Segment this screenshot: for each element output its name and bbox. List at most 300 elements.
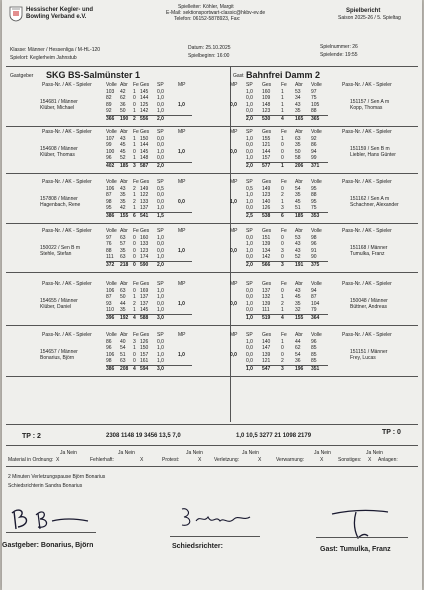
home-cell: 0,0	[157, 241, 164, 248]
home-cell: 87	[106, 294, 112, 301]
pass-header-guest: Pass-Nr. / AK - Spieler	[342, 228, 392, 234]
col-header-guest: Abr	[295, 281, 303, 287]
guest-cell: 1	[281, 294, 284, 301]
col-header-guest: Fe	[281, 82, 287, 88]
home-cell: 44	[120, 300, 126, 307]
guest-cell: 0,0	[246, 345, 253, 352]
col-header-home: MP	[178, 179, 186, 185]
guest-cell: 85	[311, 345, 317, 352]
home-cell: 1	[133, 192, 136, 199]
home-cell: 87	[106, 192, 112, 199]
home-cell: 1	[133, 136, 136, 142]
guest-cell: 51	[295, 205, 301, 212]
home-cell: 0,0	[157, 192, 164, 199]
home-cell: 106	[106, 351, 115, 358]
guest-total-cell: 530	[262, 115, 271, 122]
home-player-name: Klüber, Michael	[40, 105, 75, 111]
guest-cell: 0,0	[246, 358, 253, 365]
home-cell: 0,0	[157, 339, 164, 345]
home-cell: 106	[106, 288, 115, 294]
home-cell: 1,0	[157, 358, 164, 365]
guest-cell: 0	[281, 345, 284, 352]
date-info: Datum: 25.10.2025	[188, 45, 231, 51]
guest-cell: 75	[311, 205, 317, 212]
home-cell: 1	[133, 345, 136, 352]
club-crest-icon	[9, 6, 23, 22]
home-total-cell: 2	[133, 115, 136, 122]
guest-cell: 0	[281, 351, 284, 358]
home-cell: 54	[120, 345, 126, 352]
guest-cell: 54	[295, 351, 301, 358]
home-total-cell: 3,0	[157, 314, 164, 321]
home-cell: 0	[133, 351, 136, 358]
home-cell: 0	[133, 95, 136, 102]
home-cell: 2	[133, 186, 136, 192]
home-cell: 86	[106, 339, 112, 345]
guest-cell: 1,0	[246, 247, 253, 254]
season-info: Saison 2025-26 / 5. Spieltag	[338, 15, 401, 21]
home-cell: 1,0	[157, 108, 164, 115]
col-header-home: Volle	[106, 129, 117, 135]
guest-cell: 98	[311, 235, 317, 241]
home-cell: 1	[133, 155, 136, 162]
home-total-line	[106, 212, 192, 213]
col-header-home: MP	[178, 281, 186, 287]
guest-cell: 35	[295, 192, 301, 199]
guest-cell: 79	[311, 307, 317, 314]
home-mp: 1,0	[178, 351, 185, 358]
guest-cell: 2	[281, 358, 284, 365]
home-cell: 144	[140, 95, 149, 102]
home-cell: 42	[120, 89, 126, 95]
col-header-guest: Fe	[281, 332, 287, 338]
organizer-info: Spielleiter: Köhler, Margit	[178, 4, 234, 10]
col-header-guest: Volle	[311, 82, 322, 88]
guest-mp: 0,0	[230, 101, 237, 108]
home-total-cell: 3,0	[157, 365, 164, 372]
guest-cell: 0	[281, 235, 284, 241]
guest-cell: 1,0	[246, 155, 253, 162]
guest-cell: 137	[262, 288, 271, 294]
guest-cell: 111	[262, 307, 270, 314]
home-player-name: Bonarius, Björn	[40, 355, 75, 361]
col-header-home: Abr	[120, 281, 128, 287]
home-cell: 95	[106, 205, 112, 212]
guest-player-id: 151162 / Sen A m	[350, 195, 390, 202]
home-cell: 1,0	[157, 351, 164, 358]
home-cell: 0	[133, 101, 136, 108]
home-player-name: Hagenbach, Rene	[40, 202, 81, 208]
home-cell: 125	[140, 101, 149, 108]
home-cell: 63	[120, 358, 126, 365]
guest-cell: 160	[262, 89, 271, 95]
guest-total-cell: 165	[295, 115, 304, 122]
home-cell: 89	[106, 101, 112, 108]
injury-label: Verletzung:	[214, 457, 240, 463]
email-info: E-Mail: sektionsportwart-classic@hkbv-ev.de	[166, 10, 266, 16]
remark-line-1: 2 Minuten Verletzungspause Björn Bonarius	[8, 474, 106, 480]
home-cell: 1	[133, 205, 136, 212]
home-total-cell: 386	[106, 365, 115, 372]
guest-cell: 43	[295, 101, 301, 108]
home-cell: 1,0	[157, 254, 164, 261]
home-cell: 1,0	[157, 148, 164, 155]
home-cell: 35	[120, 198, 126, 205]
home-cell: 98	[106, 198, 112, 205]
guest-cell: 96	[311, 339, 317, 345]
col-header-guest: SP	[246, 281, 253, 287]
col-header-guest: Ges	[262, 129, 272, 135]
home-cell: 43	[120, 136, 126, 142]
guest-total-cell: 2,0	[246, 261, 253, 268]
guest-cell: 139	[262, 241, 271, 248]
home-cell: 97	[106, 235, 112, 241]
col-header-home: SP	[157, 82, 164, 88]
home-cell: 1,0	[157, 95, 164, 102]
guest-cell: 43	[295, 288, 301, 294]
guest-cell: 62	[295, 345, 301, 352]
guest-cell: 1	[281, 108, 284, 115]
guest-cell: 87	[311, 294, 317, 301]
home-cell: 174	[140, 254, 149, 261]
home-cell: 0,0	[157, 155, 164, 162]
home-team-points: TP : 2	[22, 433, 41, 440]
guest-total-cell: 1	[281, 162, 284, 169]
guest-total-cell: 353	[311, 212, 320, 219]
yes-no-header-1: Ja Nein	[60, 450, 77, 456]
home-cell: 1,0	[157, 307, 164, 314]
report-title: Spielbericht	[346, 8, 381, 14]
home-cell: 0	[133, 358, 136, 365]
guest-cell: 3	[281, 247, 284, 254]
start-info: Spielbeginn: 16:00	[188, 53, 230, 59]
col-header-guest: MP	[230, 82, 238, 88]
guest-signer: Gast: Tumulka, Franz	[320, 546, 391, 553]
guest-cell: 0	[281, 288, 284, 294]
home-cell: 36	[120, 101, 126, 108]
guest-total-cell: 375	[311, 261, 320, 268]
col-header-home: MP	[178, 332, 186, 338]
col-header-home: Ges	[140, 129, 150, 135]
home-cell: 76	[106, 241, 112, 248]
home-total-line	[106, 162, 192, 163]
missing-label: Fehlerhaft:	[90, 457, 114, 463]
guest-cell: 0	[281, 254, 284, 261]
home-total-line	[106, 115, 192, 116]
col-header-home: Abr	[120, 179, 128, 185]
venue-info: Spielort: Keglerheim Jahnstub	[10, 55, 77, 61]
home-player-id: 150022 / Sen B m	[40, 244, 81, 251]
col-header-home: Ges	[140, 281, 150, 287]
col-header-guest: Ges	[262, 332, 272, 338]
home-total-cell: 2,0	[157, 261, 164, 268]
col-header-home: SP	[157, 179, 164, 185]
guest-total-cell: 155	[295, 314, 304, 321]
guest-cell: 157	[262, 155, 271, 162]
guest-total-cell: 538	[262, 212, 271, 219]
guest-cell: 58	[295, 155, 301, 162]
home-cell: 1	[133, 307, 136, 314]
guest-cell: 1,0	[246, 192, 253, 199]
material-label: Material in Ordnung:	[8, 457, 54, 463]
guest-total-cell: 206	[295, 162, 304, 169]
home-cell: 122	[140, 192, 149, 199]
home-cell: 150	[140, 136, 149, 142]
col-header-guest: SP	[246, 332, 253, 338]
injury-x: X	[258, 457, 262, 463]
col-header-home: Abr	[120, 129, 128, 135]
home-total-cell: 372	[106, 261, 115, 268]
home-cell: 43	[120, 186, 126, 192]
yes-no-header-3: Ja Nein	[186, 450, 203, 456]
guest-cell: 0,0	[246, 254, 253, 261]
home-cell: 35	[120, 247, 126, 254]
home-player-id: 154657 / Männer	[40, 348, 78, 355]
home-cell: 1,0	[157, 288, 164, 294]
home-total-cell: 386	[106, 212, 115, 219]
col-header-home: MP	[178, 129, 186, 135]
col-header-home: MP	[178, 82, 186, 88]
home-total-cell: 4	[133, 314, 136, 321]
guest-cell: 123	[262, 192, 271, 199]
guest-mp: 0,0	[230, 300, 237, 307]
home-total-cell: 185	[120, 162, 129, 169]
home-total-cell: 1,5	[157, 212, 164, 219]
home-cell: 51	[120, 351, 126, 358]
guest-player-name: Büttner, Andreas	[350, 304, 387, 310]
col-header-home: Volle	[106, 281, 117, 287]
yes-no-header-6: Ja Nein	[366, 450, 383, 456]
guest-cell: 54	[295, 186, 301, 192]
phone-info: Telefon: 06152-5878923, Fax:	[174, 16, 241, 22]
guest-cell: 1	[281, 95, 284, 102]
guest-cell: 43	[295, 241, 301, 248]
home-mp: 1,0	[178, 247, 185, 254]
guest-cell: 0	[281, 241, 284, 248]
col-header-home: SP	[157, 129, 164, 135]
col-header-home: Abr	[120, 228, 128, 234]
home-cell: 50	[120, 294, 126, 301]
col-header-guest: SP	[246, 82, 253, 88]
col-header-guest: Ges	[262, 228, 272, 234]
guest-total-cell: 566	[262, 261, 271, 268]
pass-header-guest: Pass-Nr. / AK - Spieler	[342, 332, 392, 338]
guest-cell: 109	[262, 95, 271, 102]
guest-cell: 1,0	[246, 198, 253, 205]
home-cell: 35	[120, 307, 126, 314]
guest-cell: 92	[311, 136, 317, 142]
warning-label: Verwarnung:	[276, 457, 305, 463]
home-total-cell: 0	[133, 261, 136, 268]
home-cell: 0,0	[157, 247, 164, 254]
game-report-sheet	[2, 0, 422, 590]
home-signer: Gastgeber: Bonarius, Björn	[2, 542, 94, 549]
home-cell: 63	[120, 254, 126, 261]
home-total-line	[106, 314, 192, 315]
guest-cell: 95	[311, 198, 317, 205]
home-cell: 0,0	[157, 300, 164, 307]
home-cell: 93	[106, 300, 112, 307]
other-x: X	[368, 457, 372, 463]
guest-player-id: 151168 / Männer	[350, 244, 388, 251]
col-header-home: Ges	[140, 82, 150, 88]
guest-total-cell: 577	[262, 162, 271, 169]
home-total-cell: 218	[120, 261, 129, 268]
protest-label: Protest:	[162, 457, 180, 463]
home-cell: 137	[140, 205, 149, 212]
guest-total-cell: 351	[311, 365, 320, 372]
home-cell: 0,0	[157, 142, 164, 149]
home-cell: 0,0	[157, 136, 164, 142]
guest-total-cell: 364	[311, 314, 320, 321]
home-total-line	[106, 261, 192, 262]
col-header-guest: Ges	[262, 82, 272, 88]
guest-cell: 0	[281, 142, 284, 149]
col-header-home: Fe	[133, 82, 139, 88]
col-header-home: Ges	[140, 179, 150, 185]
yes-no-header-2: Ja Nein	[118, 450, 135, 456]
guest-total-cell: 1,0	[246, 365, 253, 372]
guest-total-cell: 1,0	[246, 314, 253, 321]
referee-signature	[178, 505, 258, 531]
col-header-guest: Abr	[295, 82, 303, 88]
pass-header-guest: Pass-Nr. / AK - Spieler	[342, 179, 392, 185]
guest-cell: 91	[311, 247, 317, 254]
home-cell: 161	[140, 358, 149, 365]
home-signature	[8, 505, 98, 535]
col-header-guest: Volle	[311, 332, 322, 338]
col-header-home: Abr	[120, 82, 128, 88]
guest-cell: 0,0	[246, 351, 253, 358]
guest-cell: 144	[262, 148, 271, 155]
block-separator	[6, 272, 418, 273]
col-header-guest: MP	[230, 332, 238, 338]
home-cell: 160	[140, 235, 149, 241]
home-mp: 0,0	[178, 198, 185, 205]
pass-header-home: Pass-Nr. / AK - Spieler	[42, 82, 92, 88]
guest-player-name: Schachner, Alexander	[350, 202, 399, 208]
protest-x: X	[198, 457, 202, 463]
home-cell: 0	[133, 288, 136, 294]
home-cell: 137	[140, 300, 149, 307]
guest-cell: 0,0	[246, 142, 253, 149]
guest-total-cell: 185	[295, 212, 304, 219]
home-cell: 107	[106, 136, 115, 142]
col-header-home: SP	[157, 332, 164, 338]
guest-cell: 0,0	[246, 307, 253, 314]
guest-mp: 0,0	[230, 148, 237, 155]
guest-cell: 45	[295, 198, 301, 205]
home-cell: 52	[120, 155, 126, 162]
guest-cell: 3	[281, 205, 284, 212]
col-header-home: Volle	[106, 179, 117, 185]
guest-cell: 0,0	[246, 148, 253, 155]
guest-cell: 2	[281, 192, 284, 199]
guest-cell: 155	[262, 136, 271, 142]
guest-cell: 121	[262, 358, 271, 365]
other-label: Sonstiges:	[338, 457, 362, 463]
col-header-home: Fe	[133, 332, 139, 338]
home-cell: 57	[120, 241, 126, 248]
home-total-cell: 208	[120, 365, 129, 372]
guest-total-cell: 2,5	[246, 212, 253, 219]
guest-player-name: Liebler, Hans Günter	[350, 152, 396, 158]
home-cell: 103	[106, 89, 115, 95]
home-cell: 2	[133, 198, 136, 205]
pass-header-home: Pass-Nr. / AK - Spieler	[42, 332, 92, 338]
guest-player-name: Kopp, Thomas	[350, 105, 383, 111]
guest-cell: 2	[281, 300, 284, 307]
home-total-cell: 366	[106, 115, 115, 122]
home-cell: 0	[133, 235, 136, 241]
guest-total-cell: 547	[262, 365, 271, 372]
home-total-cell: 594	[140, 365, 149, 372]
guest-cell: 99	[311, 155, 317, 162]
home-total-cell: 190	[120, 115, 129, 122]
guest-cell: 43	[295, 247, 301, 254]
home-cell: 40	[120, 339, 126, 345]
col-header-guest: Abr	[295, 332, 303, 338]
home-cell: 82	[106, 95, 112, 102]
guest-total-cell: 2,0	[246, 115, 253, 122]
home-player-id: 157808 / Männer	[40, 195, 78, 202]
guest-total-cell: 3	[281, 365, 284, 372]
guest-cell: 50	[295, 148, 301, 155]
guest-cell: 0	[281, 155, 284, 162]
home-cell: 1,0	[157, 205, 164, 212]
pass-header-guest: Pass-Nr. / AK - Spieler	[342, 82, 392, 88]
guest-label: Gast	[233, 73, 244, 79]
col-header-guest: Ges	[262, 281, 272, 287]
guest-cell: 1,0	[246, 241, 253, 248]
home-cell: 0	[133, 247, 136, 254]
home-cell: 169	[140, 288, 149, 294]
col-header-guest: Fe	[281, 228, 287, 234]
guest-cell: 52	[295, 254, 301, 261]
home-cell: 144	[140, 142, 149, 149]
home-mp: 1,0	[178, 101, 185, 108]
pass-header-guest: Pass-Nr. / AK - Spieler	[342, 281, 392, 287]
home-cell: 3	[133, 339, 136, 345]
home-player-id: 154608 / Männer	[40, 145, 78, 152]
association-name-line1: Hessischer Kegler- und	[26, 7, 94, 13]
col-header-home: Fe	[133, 228, 139, 234]
guest-cell: 1,0	[246, 89, 253, 95]
col-header-home: Volle	[106, 332, 117, 338]
guest-cell: 45	[295, 294, 301, 301]
pass-header-home: Pass-Nr. / AK - Spieler	[42, 129, 92, 135]
home-cell: 1	[133, 294, 136, 301]
col-header-guest: Volle	[311, 129, 322, 135]
col-header-guest: Volle	[311, 281, 322, 287]
col-header-home: Abr	[120, 332, 128, 338]
guest-cell: 104	[311, 300, 320, 307]
home-total-line	[106, 365, 192, 366]
guest-cell: 147	[262, 345, 271, 352]
col-header-guest: SP	[246, 179, 253, 185]
col-header-guest: SP	[246, 129, 253, 135]
attachments-label: Anlagen:	[378, 457, 398, 463]
home-totals: 2308 1148 19 3456 13,5 7,0	[106, 433, 181, 439]
home-cell: 149	[140, 186, 149, 192]
guest-cell: 0,0	[246, 235, 253, 241]
home-cell: 1,0	[157, 235, 164, 241]
match-number: Spielnummer: 26	[320, 44, 358, 50]
guest-total-cell: 371	[311, 162, 320, 169]
home-cell: 145	[140, 307, 149, 314]
guest-cell: 0,0	[246, 95, 253, 102]
guest-cell: 90	[311, 254, 317, 261]
